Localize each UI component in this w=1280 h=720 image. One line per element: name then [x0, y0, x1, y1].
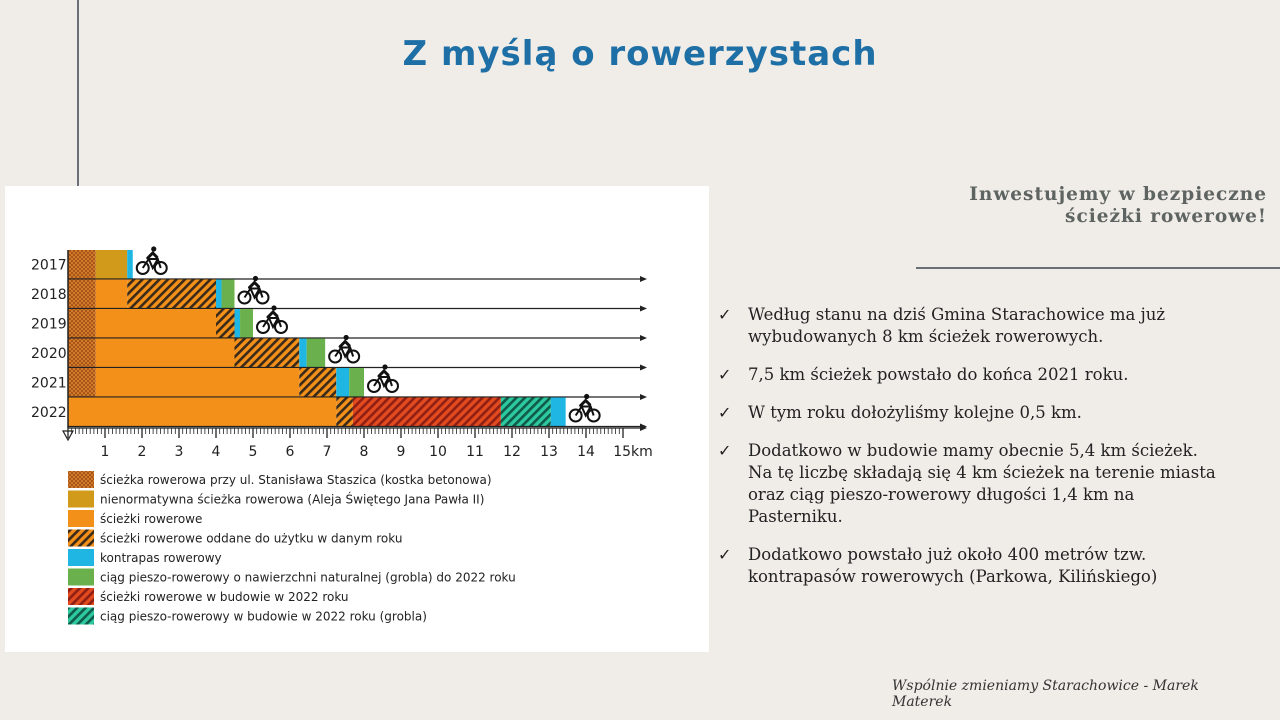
x-tick-label: 13	[540, 444, 558, 460]
x-tick-label: 4	[211, 444, 221, 460]
bar-segment-orange	[96, 339, 235, 368]
x-tick-label: 3	[174, 444, 184, 460]
bar-segment-construction_red	[353, 398, 501, 427]
bar-segment-contraflow	[551, 398, 566, 427]
year-label: 2017	[31, 257, 67, 274]
legend-swatch-natural	[68, 569, 94, 586]
bicycle-icon	[329, 335, 359, 363]
list-item	[718, 402, 1218, 424]
list-item	[718, 304, 1218, 348]
bar-segment-brick	[68, 280, 96, 309]
legend-label: ścieżka rowerowa przy ul. Stanisława Staszica (kostka betonowa)	[100, 473, 492, 487]
chart-rows	[31, 246, 647, 429]
legend-swatch-contraflow	[68, 549, 94, 566]
year-label: 2020	[31, 346, 67, 362]
bar-segment-built_hatch	[127, 280, 216, 309]
bar-segment-built_hatch	[299, 368, 336, 397]
legend-swatch-construction_red	[68, 588, 94, 605]
legend-swatch-ochre	[68, 491, 94, 508]
bar-segment-natural	[349, 368, 364, 397]
bar-segment-orange	[68, 398, 336, 427]
row-arrow-icon	[640, 276, 647, 282]
bar-segment-orange	[96, 309, 216, 338]
bar-segment-natural	[240, 309, 253, 338]
x-tick-label: 9	[396, 444, 406, 460]
x-tick-label: 6	[285, 444, 295, 460]
footer-signature: Wspólnie zmieniamy Starachowice - Marek Materek	[892, 678, 1199, 710]
bar-segment-ochre	[96, 250, 127, 279]
year-label: 2018	[31, 287, 67, 303]
year-label: 2019	[31, 316, 67, 333]
year-label: 2022	[31, 405, 67, 421]
x-tick-label: 1	[100, 444, 110, 460]
x-tick-label: 10	[429, 444, 447, 460]
check-icon: ✓	[718, 441, 732, 460]
row-arrow-icon	[640, 335, 647, 341]
bike-path-chart	[5, 186, 709, 652]
x-tick-label: 8	[359, 444, 369, 460]
check-icon: ✓	[718, 365, 732, 384]
bicycle-icon	[137, 246, 167, 274]
bicycle-icon	[239, 276, 269, 304]
bar-segment-orange	[96, 368, 300, 397]
bar-segment-contraflow	[216, 280, 222, 309]
bicycle-icon	[257, 305, 287, 333]
legend-label: ścieżki rowerowe w budowie w 2022 roku	[100, 590, 349, 604]
list-item	[718, 364, 1218, 386]
bicycle-icon	[368, 364, 398, 392]
bar-segment-natural	[307, 339, 326, 368]
bicycle-icon	[570, 394, 600, 422]
legend-label: ścieżki rowerowe oddane do użytku w danym roku	[100, 531, 403, 546]
legend-label: kontrapas rowerowy	[100, 551, 222, 565]
page-title: Z myślą o rowerzystach	[402, 34, 878, 74]
bullet-text: Dodatkowo w budowie mamy obecnie 5,4 km ścieżek. Na tę liczbę składają się 4 km ścieżek na terenie miasta oraz ciąg pieszo-rowerowy długości 1,4 km na Pasterniku.	[748, 441, 1216, 526]
year-label: 2021	[31, 375, 67, 392]
bar-segment-contraflow	[235, 309, 241, 338]
check-icon: ✓	[718, 545, 732, 564]
x-tick-label: 11	[466, 444, 484, 460]
legend-swatch-construction_green	[68, 608, 94, 625]
x-tick-label: 12	[503, 444, 521, 460]
subtitle-line-2: ścieżki rowerowe!	[1065, 206, 1267, 227]
bullet-text: 7,5 km ścieżek powstało do końca 2021 roku.	[748, 365, 1129, 384]
legend-label: ciąg pieszo-rowerowy o nawierzchni naturalnej (grobla) do 2022 roku	[100, 570, 516, 585]
subtitle-line-1: Inwestujemy w bezpieczne	[969, 184, 1267, 205]
x-tick-label: 2	[137, 444, 147, 460]
x-tick-label: 14	[577, 444, 595, 460]
row-arrow-icon	[640, 394, 647, 400]
bar-segment-built_hatch	[336, 398, 353, 427]
legend-label: nienormatywna ścieżka rowerowa (Aleja Świętego Jana Pawła II)	[100, 492, 485, 507]
row-arrow-icon	[640, 365, 647, 371]
bullet-text: Według stanu na dziś Gmina Starachowice ma już wybudowanych 8 km ścieżek rowerowych.	[748, 305, 1166, 346]
bar-segment-construction_green	[501, 398, 551, 427]
check-icon: ✓	[718, 305, 732, 324]
bullet-text: W tym roku dołożyliśmy kolejne 0,5 km.	[748, 403, 1082, 422]
check-icon: ✓	[718, 403, 732, 422]
legend-swatch-orange	[68, 510, 94, 527]
bar-segment-brick	[68, 339, 96, 368]
legend-label: ciąg pieszo-rowerowy w budowie w 2022 roku (grobla)	[100, 609, 427, 624]
bar-segment-brick	[68, 250, 96, 279]
list-item	[718, 440, 1218, 528]
legend-label: ścieżki rowerowe	[100, 512, 203, 526]
vertical-divider	[77, 0, 79, 186]
x-tick-label: 7	[322, 444, 332, 460]
bar-segment-orange	[96, 280, 127, 309]
bullet-list	[718, 304, 1218, 604]
bar-segment-natural	[222, 280, 235, 309]
x-tick-label: 15km	[613, 444, 653, 460]
bar-segment-brick	[68, 368, 96, 397]
legend	[68, 471, 516, 625]
legend-swatch-brick	[68, 471, 94, 488]
bullet-text: Dodatkowo powstało już około 400 metrów tzw. kontrapasów rowerowych (Parkowa, Kilińskiego)	[748, 545, 1158, 586]
bar-segment-brick	[68, 309, 96, 338]
chart-svg	[5, 186, 709, 652]
bar-segment-contraflow	[299, 339, 306, 368]
bar-segment-built_hatch	[216, 309, 235, 338]
bar-segment-built_hatch	[235, 339, 300, 368]
x-tick-label: 5	[248, 444, 258, 460]
row-arrow-icon	[640, 306, 647, 312]
list-item	[718, 544, 1218, 588]
bar-segment-contraflow	[127, 250, 133, 279]
subtitle	[907, 184, 1267, 228]
bar-segment-contraflow	[336, 368, 349, 397]
horizontal-divider	[916, 267, 1280, 269]
legend-swatch-built_hatch	[68, 530, 94, 547]
